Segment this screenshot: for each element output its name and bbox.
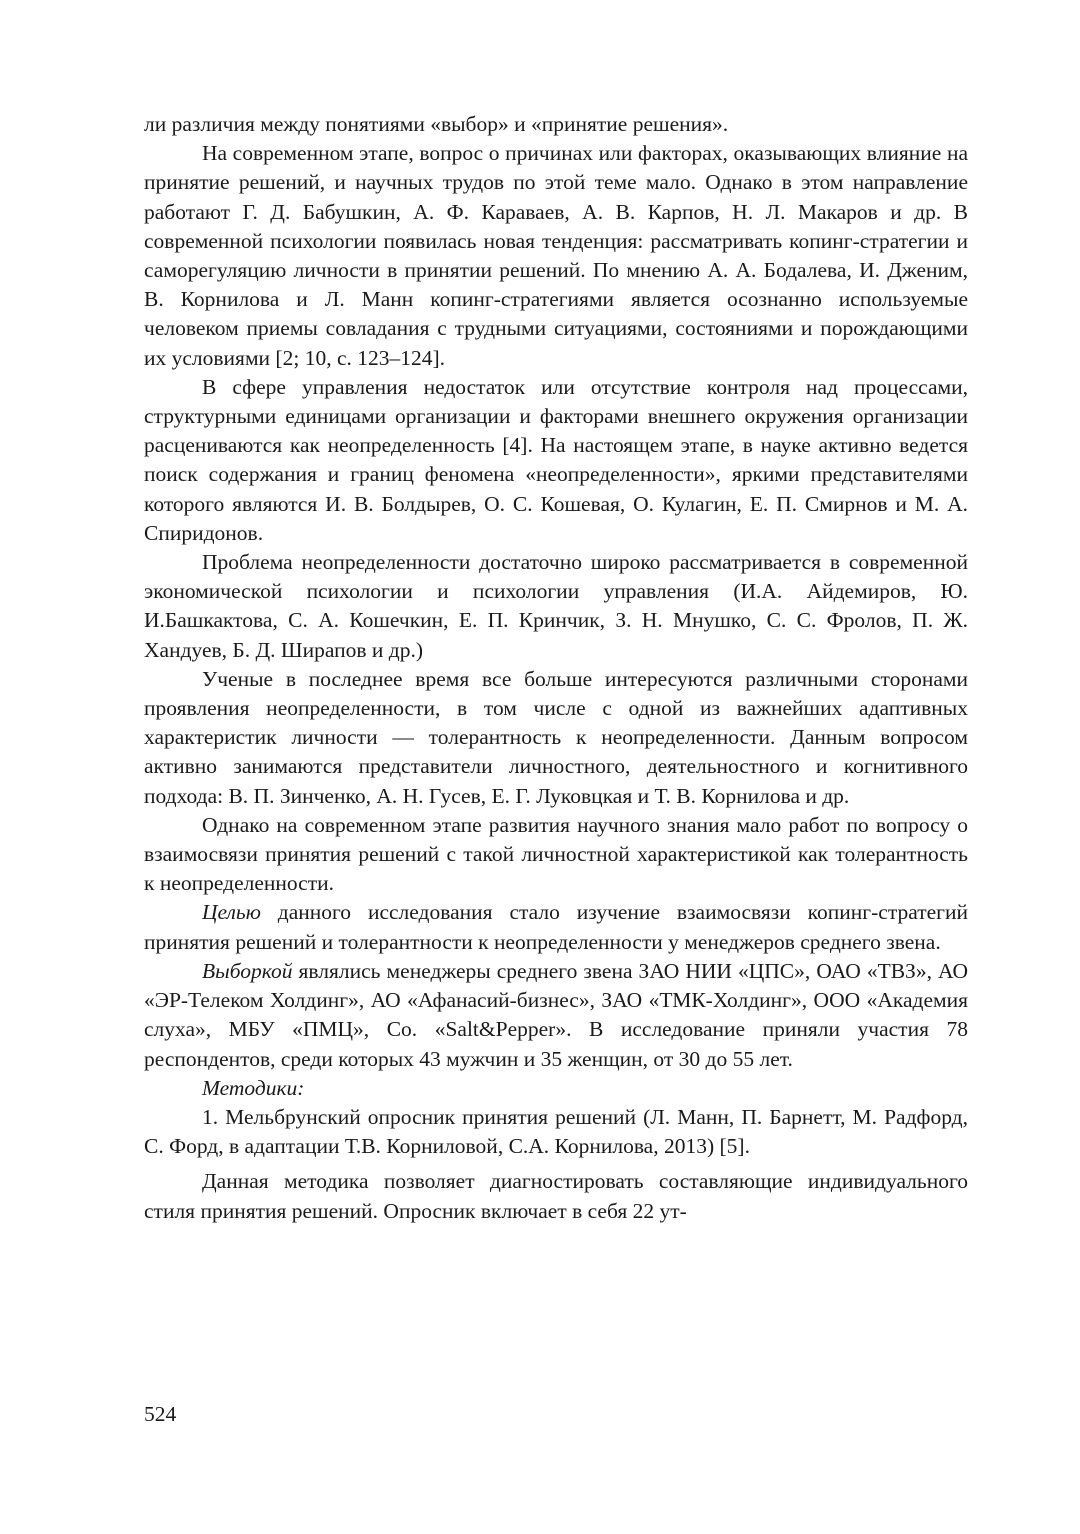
body-text xyxy=(144,110,968,1226)
paragraph-method-description: Данная методика позволяет диагностировать составляющие индивидуального стиля принятия решений. Опросник включает в себя 22 ут- xyxy=(144,1169,968,1223)
sample-lead: Выборкой xyxy=(202,958,293,983)
paragraph-research-gap: Однако на современном этапе развития научного знания мало работ по вопросу о взаимосвязи принятия решений с такой личностной характеристикой как толерантность к неопределенности. xyxy=(144,812,968,896)
paragraph-coping-strategies: На современном этапе, вопрос о причинах или факторах, оказывающих влияние на принятие решений, и научных трудов по этой теме мало. Однако в этом направление работают Г. Д. Бабушкин, А. Ф. Караваев, А. В. Карпов, Н. Л. Макаров и др. В современной психологии появилась новая тенденция: рассматривать копинг-стратегии и саморегуляцию личности в принятии решений. По мнению А. А. Бодалева, И. Дженим, В. Корнилова и Л. Манн копинг-стратегиями является осознанно используемые человеком приемы совладания с трудными ситуациями, состояниями и порождающими их условиями [2; 10, с. 123–124]. xyxy=(144,141,968,370)
paragraph-method-1: 1. Мельбрунский опросник принятия решений (Л. Манн, П. Барнетт, М. Радфорд, С. Форд, в адаптации Т.В. Корниловой, С.А. Корнилова, 2013) [5]. xyxy=(144,1104,968,1159)
paragraph-continuation: ли различия между понятиями «выбор» и «принятие решения». xyxy=(144,112,729,136)
goal-lead: Целью xyxy=(202,900,261,925)
page-number: 524 xyxy=(144,1402,177,1426)
methods-lead: Методики: xyxy=(202,1075,305,1100)
paragraph-sample xyxy=(144,957,968,1074)
paragraph-methods-heading xyxy=(144,1074,968,1103)
paragraph-tolerance: Ученые в последнее время все больше интересуются различными сторонами проявления неопределенности, в том числе с одной из важнейших адаптивных характеристик личности — толерантность к неопределенности. Данным вопросом активно занимаются представители личностного, деятельностного и когнитивного подхода: В. П. Зинченко, А. Н. Гусев, Е. Г. Луковцкая и Т. В. Корнилова и др. xyxy=(144,666,968,808)
sample-text: являлись менеджеры среднего звена ЗАО НИИ «ЦПС», ОАО «ТВЗ», АО «ЭР-Телеком Холдинг», АО «Афанасий-бизнес», ЗАО «ТМК-Холдинг», ООО «Академия слуха», МБУ «ПМЦ», Co. «Salt&Pepper». В исследование приняли участия 78 респондентов, среди которых 43 мужчин и 35 женщин, от 30 до 55 лет. xyxy=(144,958,968,1071)
paragraph-goal xyxy=(144,898,968,956)
paragraph-uncertainty-problem: Проблема неопределенности достаточно широко рассматривается в современной экономической психологии и психологии управления (И.А. Айдемиров, Ю. И.Башкактова, С. А. Кошечкин, Е. П. Кринчик, З. Н. Мнушко, С. С. Фролов, П. Ж. Хандуев, Б. Д. Ширапов и др.) xyxy=(144,550,968,662)
paragraph-uncertainty-management: В сфере управления недостаток или отсутствие контроля над процессами, структурными единицами организации и факторами внешнего окружения организации расцениваются как неопределенность [4]. На настоящем этапе, в науке активно ведется поиск содержания и границ феномена «неопределенности», яркими представителями которого являются И. В. Болдырев, О. С. Кошевая, О. Кулагин, Е. П. Смирнов и М. А. Спиридонов. xyxy=(144,374,968,545)
goal-text: данного исследования стало изучение взаимосвязи копинг-стратегий принятия решений и толерантности к неопределенности у менеджеров среднего звена. xyxy=(144,900,968,954)
